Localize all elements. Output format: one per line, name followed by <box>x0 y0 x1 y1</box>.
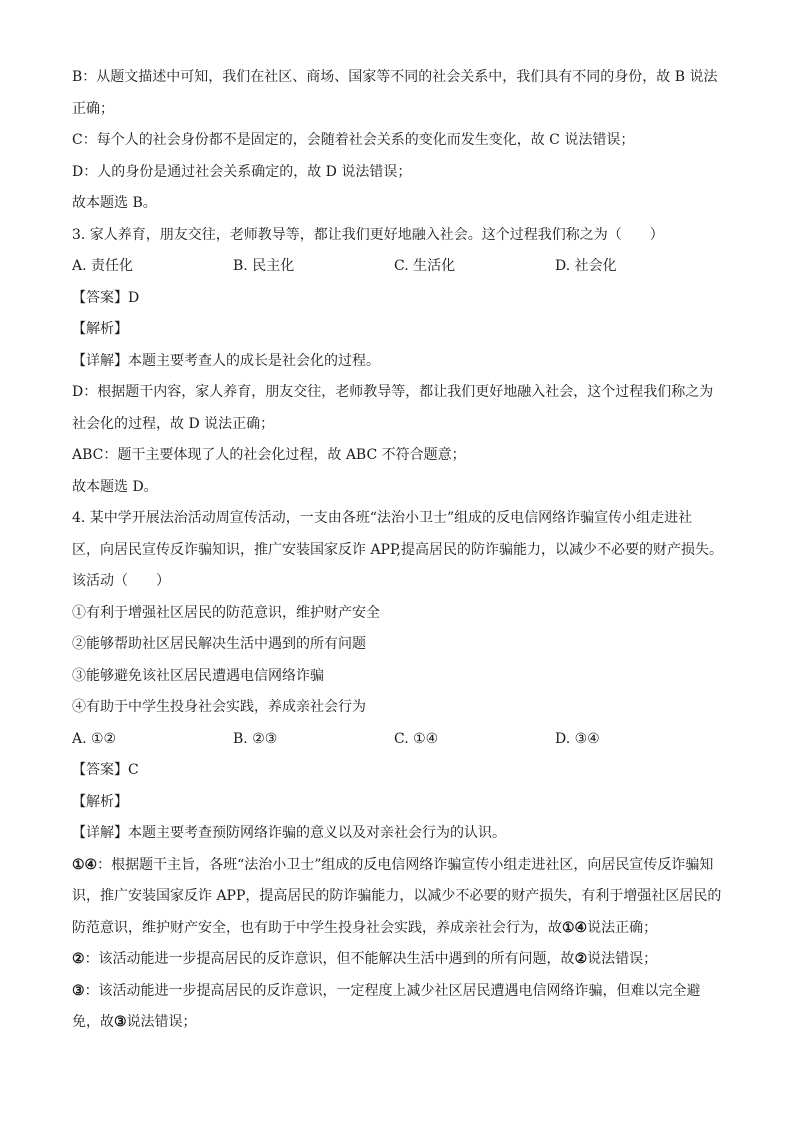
detail-paragraph-1 <box>72 850 732 882</box>
detail-text: ：该活动能进一步提高居民的反诈意识，但不能解决生活中遇到的所有问题，故 <box>84 951 575 967</box>
text-line: 故本题选 B。 <box>72 195 157 211</box>
text-line: 【详解】本题主要考查人的成长是社会化的过程。 <box>72 352 380 369</box>
statement-3: ③能够避免该社区居民遭遇电信网络诈骗 <box>72 667 324 684</box>
text-line: 识，推广安装国家反诈 APP，提高居民的防诈骗能力，以减少不必要的财产损失，有利于增强社区居民的 <box>72 888 722 904</box>
statement-2: ②能够帮助社区居民解决生活中遇到的所有问题 <box>72 636 366 652</box>
statement-mark: ② <box>574 951 588 967</box>
detail-text: 说法错误； <box>126 1014 197 1030</box>
text-line: 该活动（ ） <box>72 573 170 589</box>
question-3-answer: 【答案】D <box>72 289 140 306</box>
detail-text: 说法正确； <box>587 919 658 936</box>
text-line: 区，向居民宣传反诈骗知识，推广安装国家反诈 APP,提高居民的防诈骗能力，以减少不必要的财产损失。 <box>72 541 724 558</box>
detail-text: 说法错误； <box>587 951 658 967</box>
detail-text: 免，故 <box>72 1014 114 1030</box>
text-line: 社会化的过程，故 D 说法正确； <box>72 415 275 432</box>
option-b: B. ②③ <box>233 730 278 747</box>
text-line <box>72 1007 732 1039</box>
text-line: D：人的身份是通过社会关系确定的，故 D 说法错误； <box>72 163 412 180</box>
text-line: C：每个人的社会身份都不是固定的，会随着社会关系的变化而发生变化，故 C 说法错误； <box>72 132 635 148</box>
option-a: A. 责任化 <box>72 258 134 274</box>
question-4-answer: 【答案】C <box>72 762 139 778</box>
question-3-options <box>72 251 732 283</box>
text-line: 故本题选 D。 <box>72 478 158 495</box>
option-c: C. ①④ <box>394 730 439 747</box>
question-4-analysis-heading: 【解析】 <box>72 793 128 810</box>
question-4-stem: 4. 某中学开展法治活动周宣传活动，一支由各班“法治小卫士”组成的反电信网络诈骗宣传小组走进社 <box>72 510 693 526</box>
detail-text: ：根据题干主旨，各班“法治小卫士”组成的反电信网络诈骗宣传小组走进社区，向居民宣传反诈骗知 <box>97 856 714 873</box>
detail-paragraph-3 <box>72 976 732 1008</box>
text-line <box>72 913 732 945</box>
option-a: A. ①② <box>72 730 117 747</box>
statement-mark: ①④ <box>562 919 588 936</box>
text-line: B：从题文描述中可知，我们在社区、商场、国家等不同的社会关系中，我们具有不同的身份，故 B 说法 <box>72 69 718 85</box>
statement-mark: ② <box>72 951 85 967</box>
text-line: 【详解】本题主要考查预防网络诈骗的意义以及对亲社会行为的认识。 <box>72 825 506 841</box>
statement-1: ①有利于增强社区居民的防范意识，维护财产安全 <box>72 604 380 621</box>
text-line: D：根据题干内容，家人养育，朋友交往，老师教导等，都让我们更好地融入社会，这个过程我们称之为 <box>72 384 714 400</box>
question-3-analysis-heading: 【解析】 <box>72 321 128 337</box>
statement-mark: ③ <box>114 1014 127 1030</box>
text-line: ABC：题干主要体现了人的社会化过程，故 ABC 不符合题意； <box>72 447 466 463</box>
question-4-options <box>72 724 732 756</box>
detail-paragraph-2 <box>72 944 732 976</box>
statement-4: ④有助于中学生投身社会实践，养成亲社会行为 <box>72 699 366 715</box>
statement-mark: ③ <box>72 982 85 999</box>
option-b: B. 民主化 <box>233 258 295 274</box>
option-c: C. 生活化 <box>394 258 456 274</box>
text-line: 正确； <box>72 100 114 117</box>
question-3-stem: 3. 家人养育，朋友交往，老师教导等，都让我们更好地融入社会。这个过程我们称之为（ ） <box>72 226 664 243</box>
detail-text: ：该活动能进一步提高居民的反诈意识，一定程度上减少社区居民遭遇电信网络诈骗，但难以完全避 <box>84 982 701 999</box>
option-d: D. ③④ <box>555 730 600 747</box>
detail-text: 防范意识，维护财产安全，也有助于中学生投身社会实践，养成亲社会行为，故 <box>72 919 562 936</box>
statement-mark: ①④ <box>72 856 98 873</box>
document-page <box>72 62 732 1039</box>
option-d: D. 社会化 <box>555 258 617 274</box>
